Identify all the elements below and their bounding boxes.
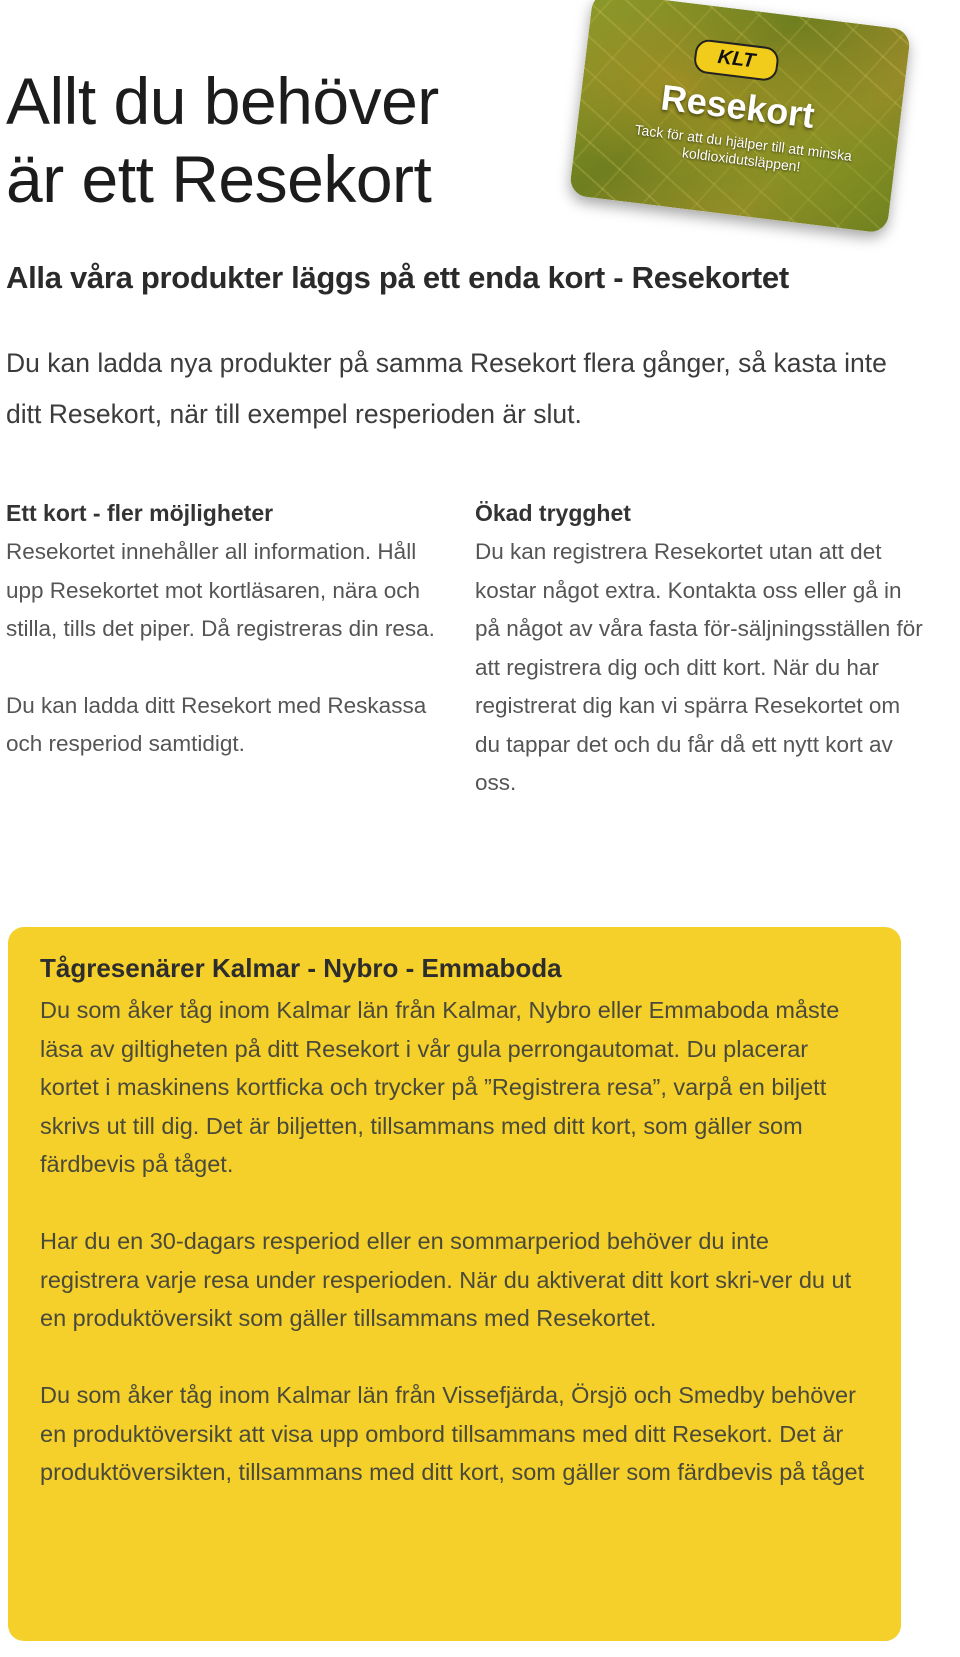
left-column-paragraph-1: Resekortet innehåller all information. Håll upp Resekortet mot kortläsaren, nära och stilla, tills det piper. Då registreras din resa. (6, 539, 435, 641)
train-info-box (8, 927, 901, 1641)
left-column-heading: Ett kort - fler möjligheter (6, 500, 274, 526)
train-info-paragraph-3: Du som åker tåg inom Kalmar län från Vissefjärda, Örsjö och Smedby behöver en produktöversikt att visa upp ombord tillsammans med ditt Resekort. Det är produktöversikten, tillsammans med ditt kort, som gäller som färdbevis på tåget (40, 1382, 865, 1485)
right-column-heading: Ökad trygghet (475, 500, 631, 526)
headline-line-2: är ett Resekort (6, 142, 432, 216)
resekort-card-image (569, 0, 912, 234)
card-title: Resekort (658, 76, 817, 136)
train-info-paragraph-2: Har du en 30-dagars resperiod eller en sommarperiod behöver du inte registrera varje resa under resperioden. När du aktiverat ditt kort skri-ver du ut en produktöversikt som gäller tillsammans med Resekortet. (40, 1228, 852, 1331)
right-column (475, 497, 925, 803)
page-headline (6, 62, 439, 218)
train-info-heading: Tågresenärer Kalmar - Nybro - Emmaboda (40, 953, 562, 983)
left-column (6, 497, 446, 764)
intro-paragraph: Du kan ladda nya produkter på samma Resekort flera gånger, så kasta inte ditt Resekort, när till exempel resperioden är slut. (6, 348, 887, 429)
left-column-paragraph-2: Du kan ladda ditt Resekort med Reskassa och resperiod samtidigt. (6, 692, 427, 756)
right-column-paragraph-1: Du kan registrera Resekortet utan att det kostar något extra. Kontakta oss eller gå in på något av våra fasta för-säljningsställen för att registrera dig och ditt kort. När du har registrerat dig kan vi spärra Resekortet om du tappar det och du får då ett nytt kort av oss. (475, 539, 923, 795)
subheading: Alla våra produkter läggs på ett enda kort - Resekortet (6, 260, 789, 295)
train-info-body (40, 991, 870, 1492)
train-info-paragraph-1: Du som åker tåg inom Kalmar län från Kalmar, Nybro eller Emmaboda måste läsa av giltigheten på ditt Resekort i vår gula perrongautomat. Du placerar kortet i maskinens kortficka och trycker på ”Registrera resa”, varpå en biljett skrivs ut till dig. Det är biljetten, tillsammans med ditt kort, som gäller som färdbevis på tåget. (40, 997, 840, 1177)
card-tagline: Tack för att du hjälper till att minska koldioxidutsläppen! (633, 121, 853, 175)
klt-logo: KLT (693, 38, 781, 82)
headline-line-1: Allt du behöver (6, 64, 439, 138)
